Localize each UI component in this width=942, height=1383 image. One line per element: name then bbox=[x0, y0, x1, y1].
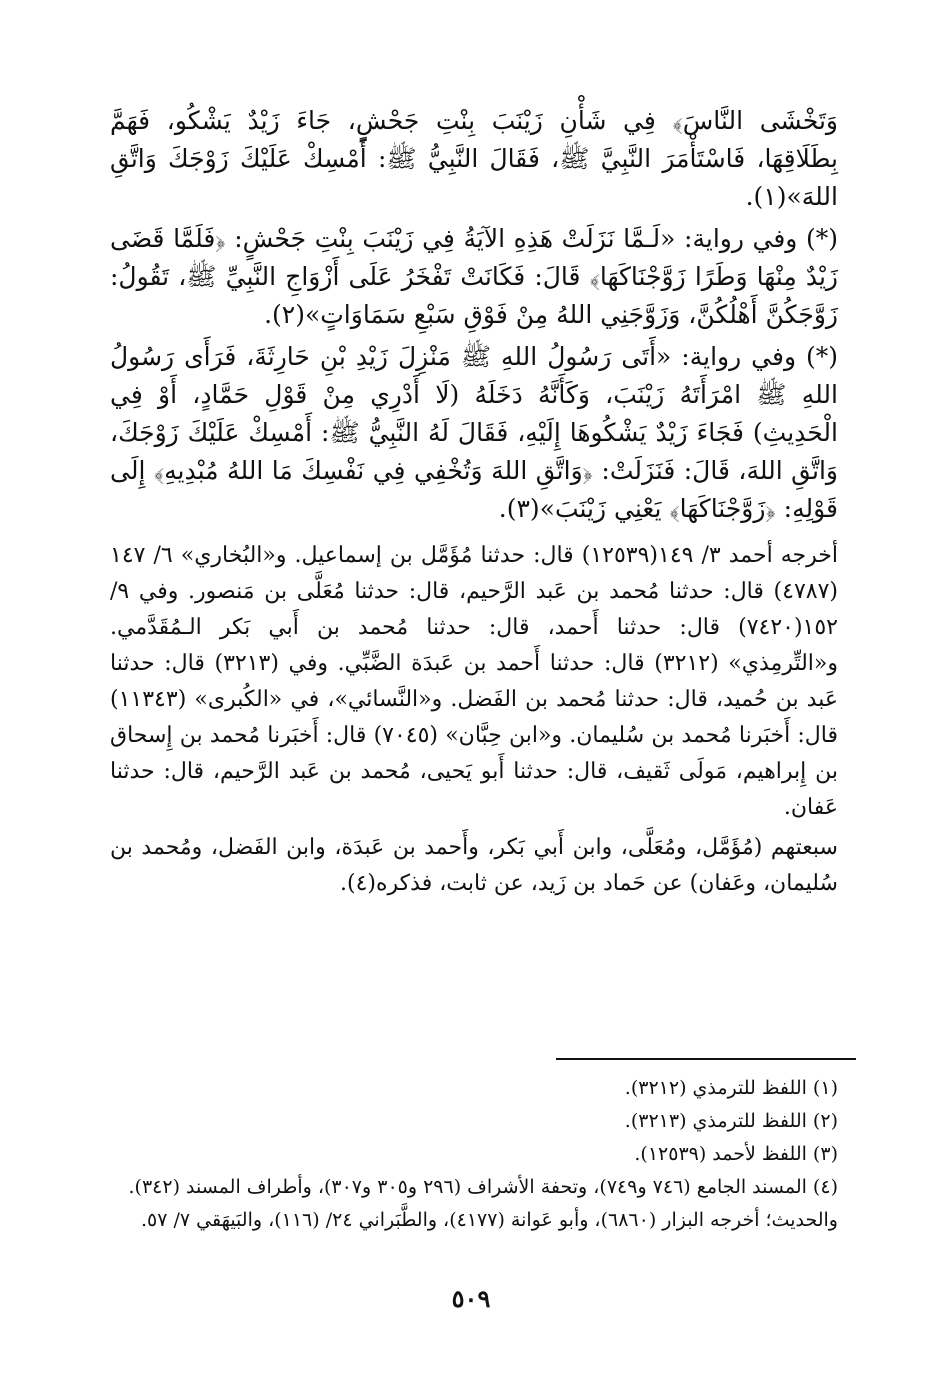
footnote-divider bbox=[556, 1058, 856, 1060]
takhrij-paragraph-1: أخرجه أحمد ٣/ ١٤٩(١٢٥٣٩) قال: حدثنا مُؤَمَّل بن إسماعيل. و«البُخاري» ٦/ ١٤٧ (٤٧٨٧) قال: حدثنا مُحمد بن عَبد الرَّحيم، قال: حدثنا مُعَلَّى بن مَنصور. وفي ٩/ ١٥٢(٧٤٢٠) قال: حدثنا أَحمد، قال: حدثنا مُحمد بن أَبي بَكر الـمُقَدَّمي. و«التِّرمِذي» (٣٢١٢) قال: حدثنا أَحمد بن عَبدَة الضَّبِّي. وفي (٣٢١٣) قال: حدثنا عَبد بن حُميد، قال: حدثنا مُحمد بن الفَضل. و«النَّسائي»، في «الكُبرى» (١١٣٤٣) قال: أَخبَرنا مُحمد بن سُليمان. و«ابن حِبَّان» (٧٠٤٥) قال: أَخبَرنا مُحمد بن إِسحاق بن إِبراهيم، مَولَى ثَقيف، قال: حدثنا أَبو يَحيى، مُحمد بن عَبد الرَّحيم، قال: حدثنا عَفان. bbox=[110, 543, 839, 820]
hadith-paragraph-3: (*) وفي رواية: «أَتَى رَسُولُ اللهِ ﷺ مَنْزِلَ زَيْدِ بْنِ حَارِثَةَ، فَرَأَى رَسُولُ اللهِ ﷺ امْرَأَتَهُ زَيْنَبَ، وَكَأَنَّهُ دَخَلَهُ (لَا أَدْرِي مِنْ قَوْلِ حَمَّادٍ، أَوْ فِي الْحَدِيثِ) فَجَاءَ زَيْدٌ يَشْكُوهَا إِلَيْهِ، فَقَالَ لَهُ النَّبِيُّ ﷺ: أَمْسِكْ عَلَيْكَ زَوْجَكَ، وَاتَّقِ اللهَ، قَالَ: فَنَزَلَتْ: ﴿وَاتَّقِ اللهَ وَتُخْفِي فِي نَفْسِكَ مَا اللهُ مُبْدِيهِ﴾ إِلَى قَوْلِهِ: ﴿زَوَّجْنَاكَهَا﴾ يَعْنِي زَيْنَبَ»(٣). bbox=[110, 342, 838, 523]
main-text bbox=[110, 102, 838, 902]
takhrij-section bbox=[110, 538, 838, 902]
hadith-paragraph-2: (*) وفي رواية: «لَـمَّا نَزَلَتْ هَذِهِ الآيَةُ فِي زَيْنَبَ بِنْتِ جَحْشٍ: ﴿فَلَمَّا قَضَى زَيْدٌ مِنْهَا وَطَرًا زَوَّجْنَاكَهَا﴾ قَالَ: فَكَانَتْ تَفْخَرُ عَلَى أَزْوَاجِ النَّبِيِّ ﷺ، تَقُولُ: زَوَّجَكُنَّ أَهْلُكُنَّ، وَزَوَّجَنِي اللهُ مِنْ فَوْقِ سَبْعِ سَمَاوَاتٍ»(٢). bbox=[110, 224, 838, 329]
footnote-3: (٣) اللفظ لأحمد (١٢٥٣٩). bbox=[634, 1143, 838, 1165]
footnote-1: (١) اللفظ للترمذي (٣٢١٢). bbox=[624, 1077, 838, 1099]
page-number: ٥٠٩ bbox=[451, 1284, 491, 1313]
footnote-2: (٢) اللفظ للترمذي (٣٢١٣). bbox=[624, 1110, 838, 1132]
footnote-4: (٤) المسند الجامع (٧٤٦ و٧٤٩)، وتحفة الأشراف (٢٩٦ و٣٠٥ و٣٠٧)، وأطراف المسند (٣٤٢). والحديث؛ أخرجه البزار (٦٨٦٠)، وأبو عَوانة (٤١٧٧)، والطَّبَراني ٢٤/ (١١٦)، والبَيهَقي ٧/ ٥٧. bbox=[128, 1176, 838, 1231]
hadith-paragraph-1: وَتَخْشَى النَّاسَ﴾ فِي شَأْنِ زَيْنَبَ بِنْتِ جَحْشٍ، جَاءَ زَيْدٌ يَشْكُو، فَهَمَّ بِطَلَاقِهَا، فَاسْتَأْمَرَ النَّبِيَّ ﷺ، فَقَالَ النَّبِيُّ ﷺ: أَمْسِكْ عَلَيْكَ زَوْجَكَ وَاتَّقِ اللهَ»(١). bbox=[110, 106, 838, 211]
takhrij-paragraph-2: سبعتهم (مُؤَمَّل، ومُعَلَّى، وابن أَبي بَكر، وأَحمد بن عَبدَة، وابن الفَضل، ومُحمد بن سُليمان، وعَفان) عن حَماد بن زَيد، عن ثابت، فذكره(٤). bbox=[110, 835, 838, 896]
footnotes bbox=[110, 1072, 838, 1237]
